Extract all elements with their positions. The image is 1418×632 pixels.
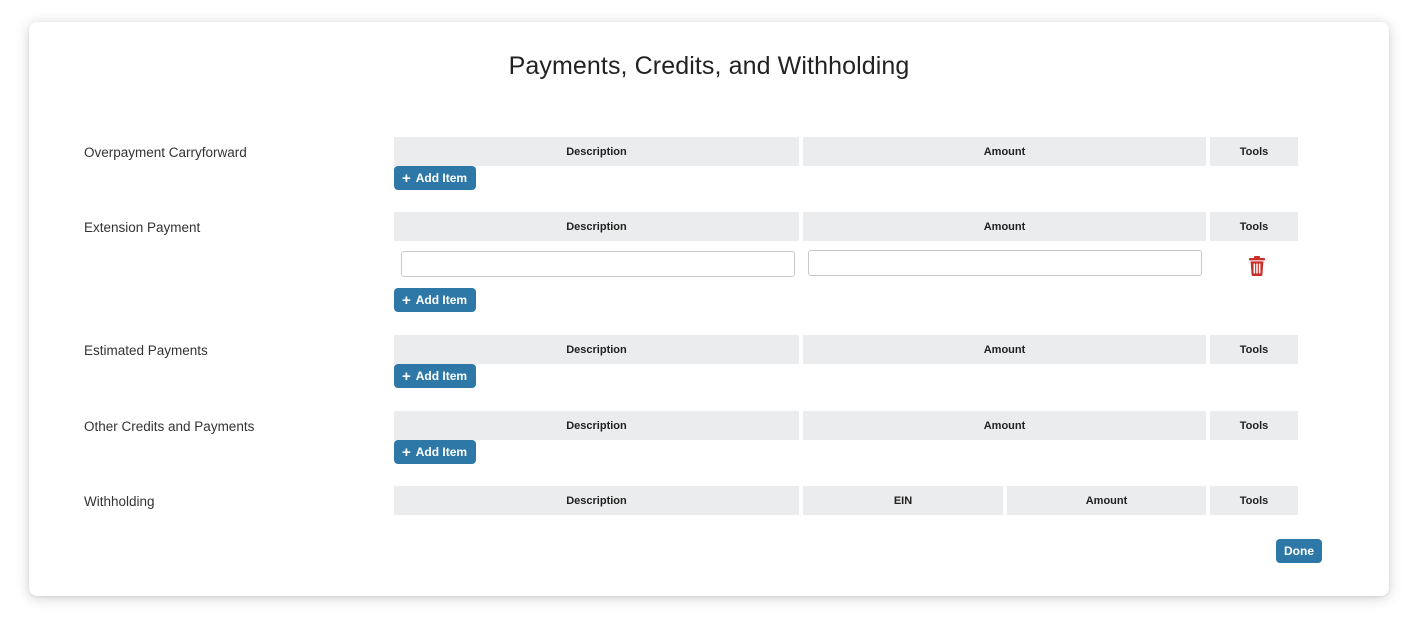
section-label: Other Credits and Payments	[84, 419, 255, 434]
table-header	[394, 212, 1298, 241]
plus-icon: +	[402, 367, 411, 385]
table-header	[394, 137, 1298, 166]
trash-icon[interactable]	[1248, 256, 1266, 276]
column-header-tools: Tools	[1210, 335, 1298, 364]
overpayment-table	[394, 137, 1298, 190]
table-header	[394, 335, 1298, 364]
plus-icon: +	[402, 443, 411, 461]
payments-modal	[29, 22, 1389, 596]
column-header-amount: Amount	[803, 212, 1206, 241]
column-header-description: Description	[394, 411, 799, 440]
section-label: Overpayment Carryforward	[84, 145, 247, 160]
column-header-amount: Amount	[803, 411, 1206, 440]
column-header-amount: Amount	[803, 137, 1206, 166]
withholding-table	[394, 486, 1298, 515]
extension-table	[394, 212, 1298, 312]
modal-title: Payments, Credits, and Withholding	[508, 52, 910, 80]
add-item-label: Add Item	[415, 171, 468, 185]
table-row	[394, 241, 1298, 288]
column-header-description: Description	[394, 486, 799, 515]
done-button[interactable]: Done	[1276, 539, 1322, 563]
column-header-tools: Tools	[1210, 411, 1298, 440]
add-item-button[interactable]	[394, 288, 476, 312]
estimated-table	[394, 335, 1298, 388]
add-item-button[interactable]	[394, 166, 476, 190]
add-item-label: Add Item	[415, 293, 468, 307]
add-item-button[interactable]	[394, 440, 476, 464]
column-header-description: Description	[394, 212, 799, 241]
column-header-tools: Tools	[1210, 137, 1298, 166]
add-item-label: Add Item	[415, 445, 468, 459]
section-label: Extension Payment	[84, 220, 201, 235]
column-header-tools: Tools	[1210, 486, 1298, 515]
column-header-description: Description	[394, 335, 799, 364]
column-header-ein: EIN	[803, 486, 1003, 515]
table-header	[394, 411, 1298, 440]
add-item-label: Add Item	[415, 369, 468, 383]
column-header-amount: Amount	[803, 335, 1206, 364]
plus-icon: +	[402, 291, 411, 309]
section-label: Estimated Payments	[84, 343, 208, 358]
section-label: Withholding	[84, 494, 155, 509]
add-item-button[interactable]	[394, 364, 476, 388]
column-header-amount: Amount	[1007, 486, 1206, 515]
description-input[interactable]	[401, 251, 795, 277]
amount-input[interactable]	[808, 250, 1202, 276]
other-credits-table	[394, 411, 1298, 464]
column-header-tools: Tools	[1210, 212, 1298, 241]
plus-icon: +	[402, 169, 411, 187]
table-header	[394, 486, 1298, 515]
column-header-description: Description	[394, 137, 799, 166]
